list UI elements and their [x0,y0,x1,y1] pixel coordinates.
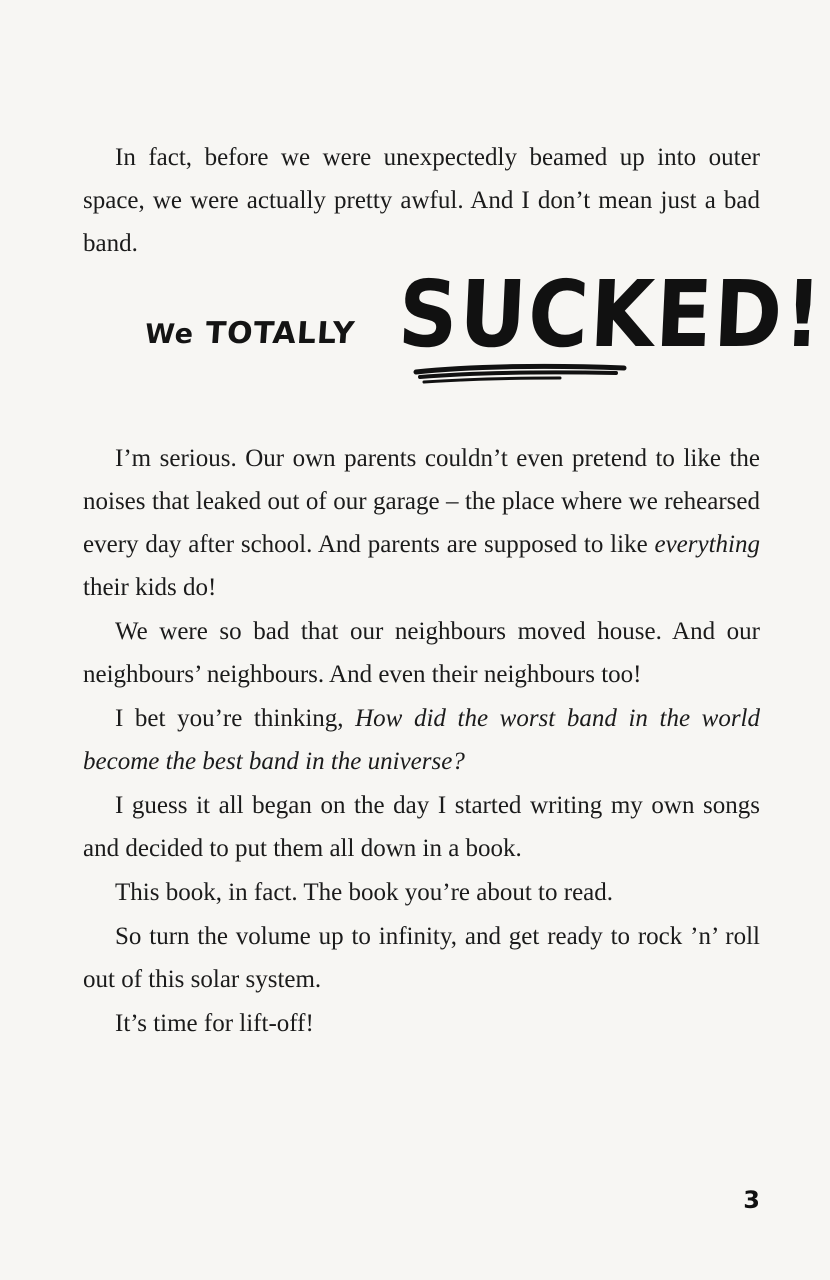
handwritten-totally: TOTALLY [204,316,357,351]
handwritten-heading [143,262,826,392]
paragraph-serious-end: their kids do! [83,574,217,601]
paragraph-thinking-text: I bet you’re thinking, [115,705,356,732]
paragraph-lift-off: It’s time for lift-off! [115,1010,314,1037]
body-text [83,437,760,1045]
handwritten-we: We [143,319,196,350]
paragraph-serious [83,437,760,609]
emphasis-question: How did the worst band in the world become the best band in the universe? [83,705,760,775]
intro-text [83,136,760,265]
handwritten-we-totally [144,316,357,351]
page-number: 3 [743,1186,760,1214]
handwritten-sucked: SUCKED! [396,262,826,369]
intro-paragraph: In fact, before we were unexpectedly beamed up into outer space, we were actually pretty awful. And I don’t mean just a bad band. [83,144,760,257]
paragraph-volume: So turn the volume up to infinity, and get ready to rock ’n’ roll out of this solar system. [83,923,760,993]
scribbled-underline-icon [410,362,630,386]
emphasis-everything: everything [654,531,760,558]
paragraph-began: I guess it all began on the day I started writing my own songs and decided to put them all down in a book. [83,792,760,862]
paragraph-neighbours: We were so bad that our neighbours moved house. And our neighbours’ neighbours. And even their neighbours too! [83,618,760,688]
paragraph-this-book: This book, in fact. The book you’re about to read. [115,879,614,906]
paragraph-thinking [83,697,760,783]
paragraph-serious-text: I’m serious. Our own parents couldn’t even pretend to like the noises that leaked out of our garage – the place where we rehearsed every day after school. And parents are supposed to like [83,445,760,558]
